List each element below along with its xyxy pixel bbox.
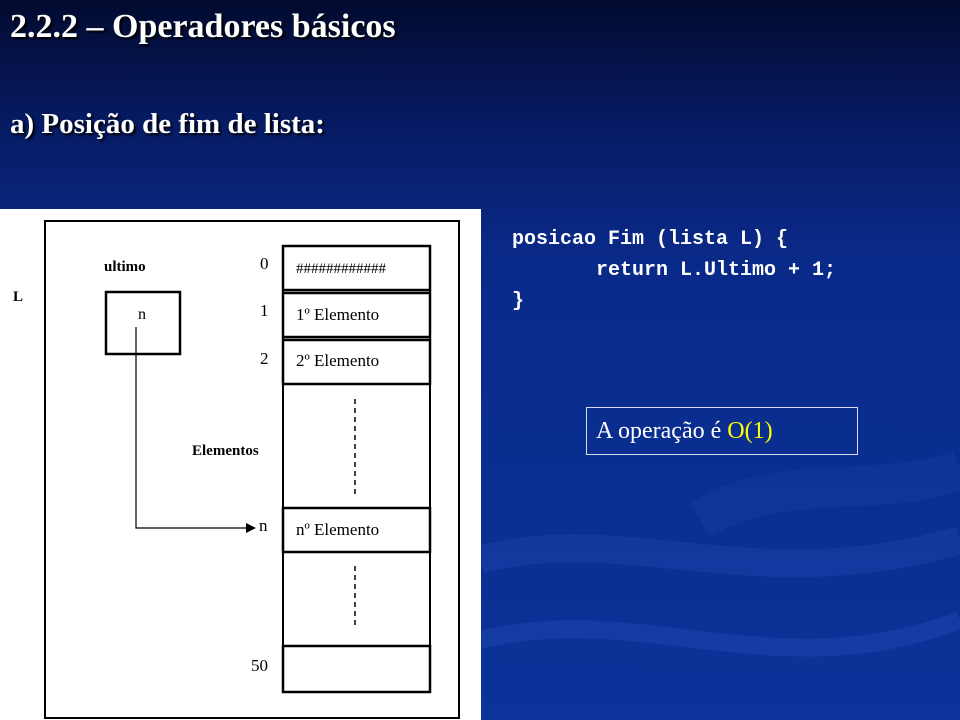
ultimo-label: ultimo bbox=[104, 259, 146, 275]
complexity-prefix: A operação é bbox=[596, 418, 728, 444]
code-block bbox=[512, 224, 836, 317]
index-label-n: n bbox=[259, 516, 268, 535]
complexity-box bbox=[586, 407, 858, 455]
elementos-label: Elementos bbox=[192, 443, 259, 459]
index-label-0: 0 bbox=[260, 254, 269, 273]
section-subtitle: a) Posição de fim de lista: bbox=[10, 108, 325, 140]
index-label-2: 2 bbox=[260, 349, 269, 368]
index-label-1: 1 bbox=[260, 301, 269, 320]
list-label: L bbox=[13, 289, 24, 305]
code-line: return L.Ultimo + 1; bbox=[512, 259, 837, 282]
cell-50 bbox=[283, 646, 430, 692]
page-title: 2.2.2 – Operadores básicos bbox=[10, 8, 396, 45]
cell-1-text: 1º Elemento bbox=[296, 305, 380, 324]
pointer-arrowhead bbox=[246, 523, 256, 533]
index-label-50: 50 bbox=[251, 656, 268, 675]
cell-0-text: ############ bbox=[296, 261, 386, 277]
ultimo-value: n bbox=[138, 306, 146, 323]
code-line: posicao Fim (lista L) { bbox=[512, 228, 789, 251]
cell-2-text: 2º Elemento bbox=[296, 351, 380, 370]
pointer-arrow bbox=[136, 327, 246, 528]
cell-n-text: nº Elemento bbox=[296, 520, 380, 539]
ultimo-box bbox=[106, 292, 180, 354]
code-line: } bbox=[512, 290, 525, 313]
list-structure-diagram bbox=[0, 209, 481, 720]
complexity-value: O(1) bbox=[727, 418, 773, 444]
